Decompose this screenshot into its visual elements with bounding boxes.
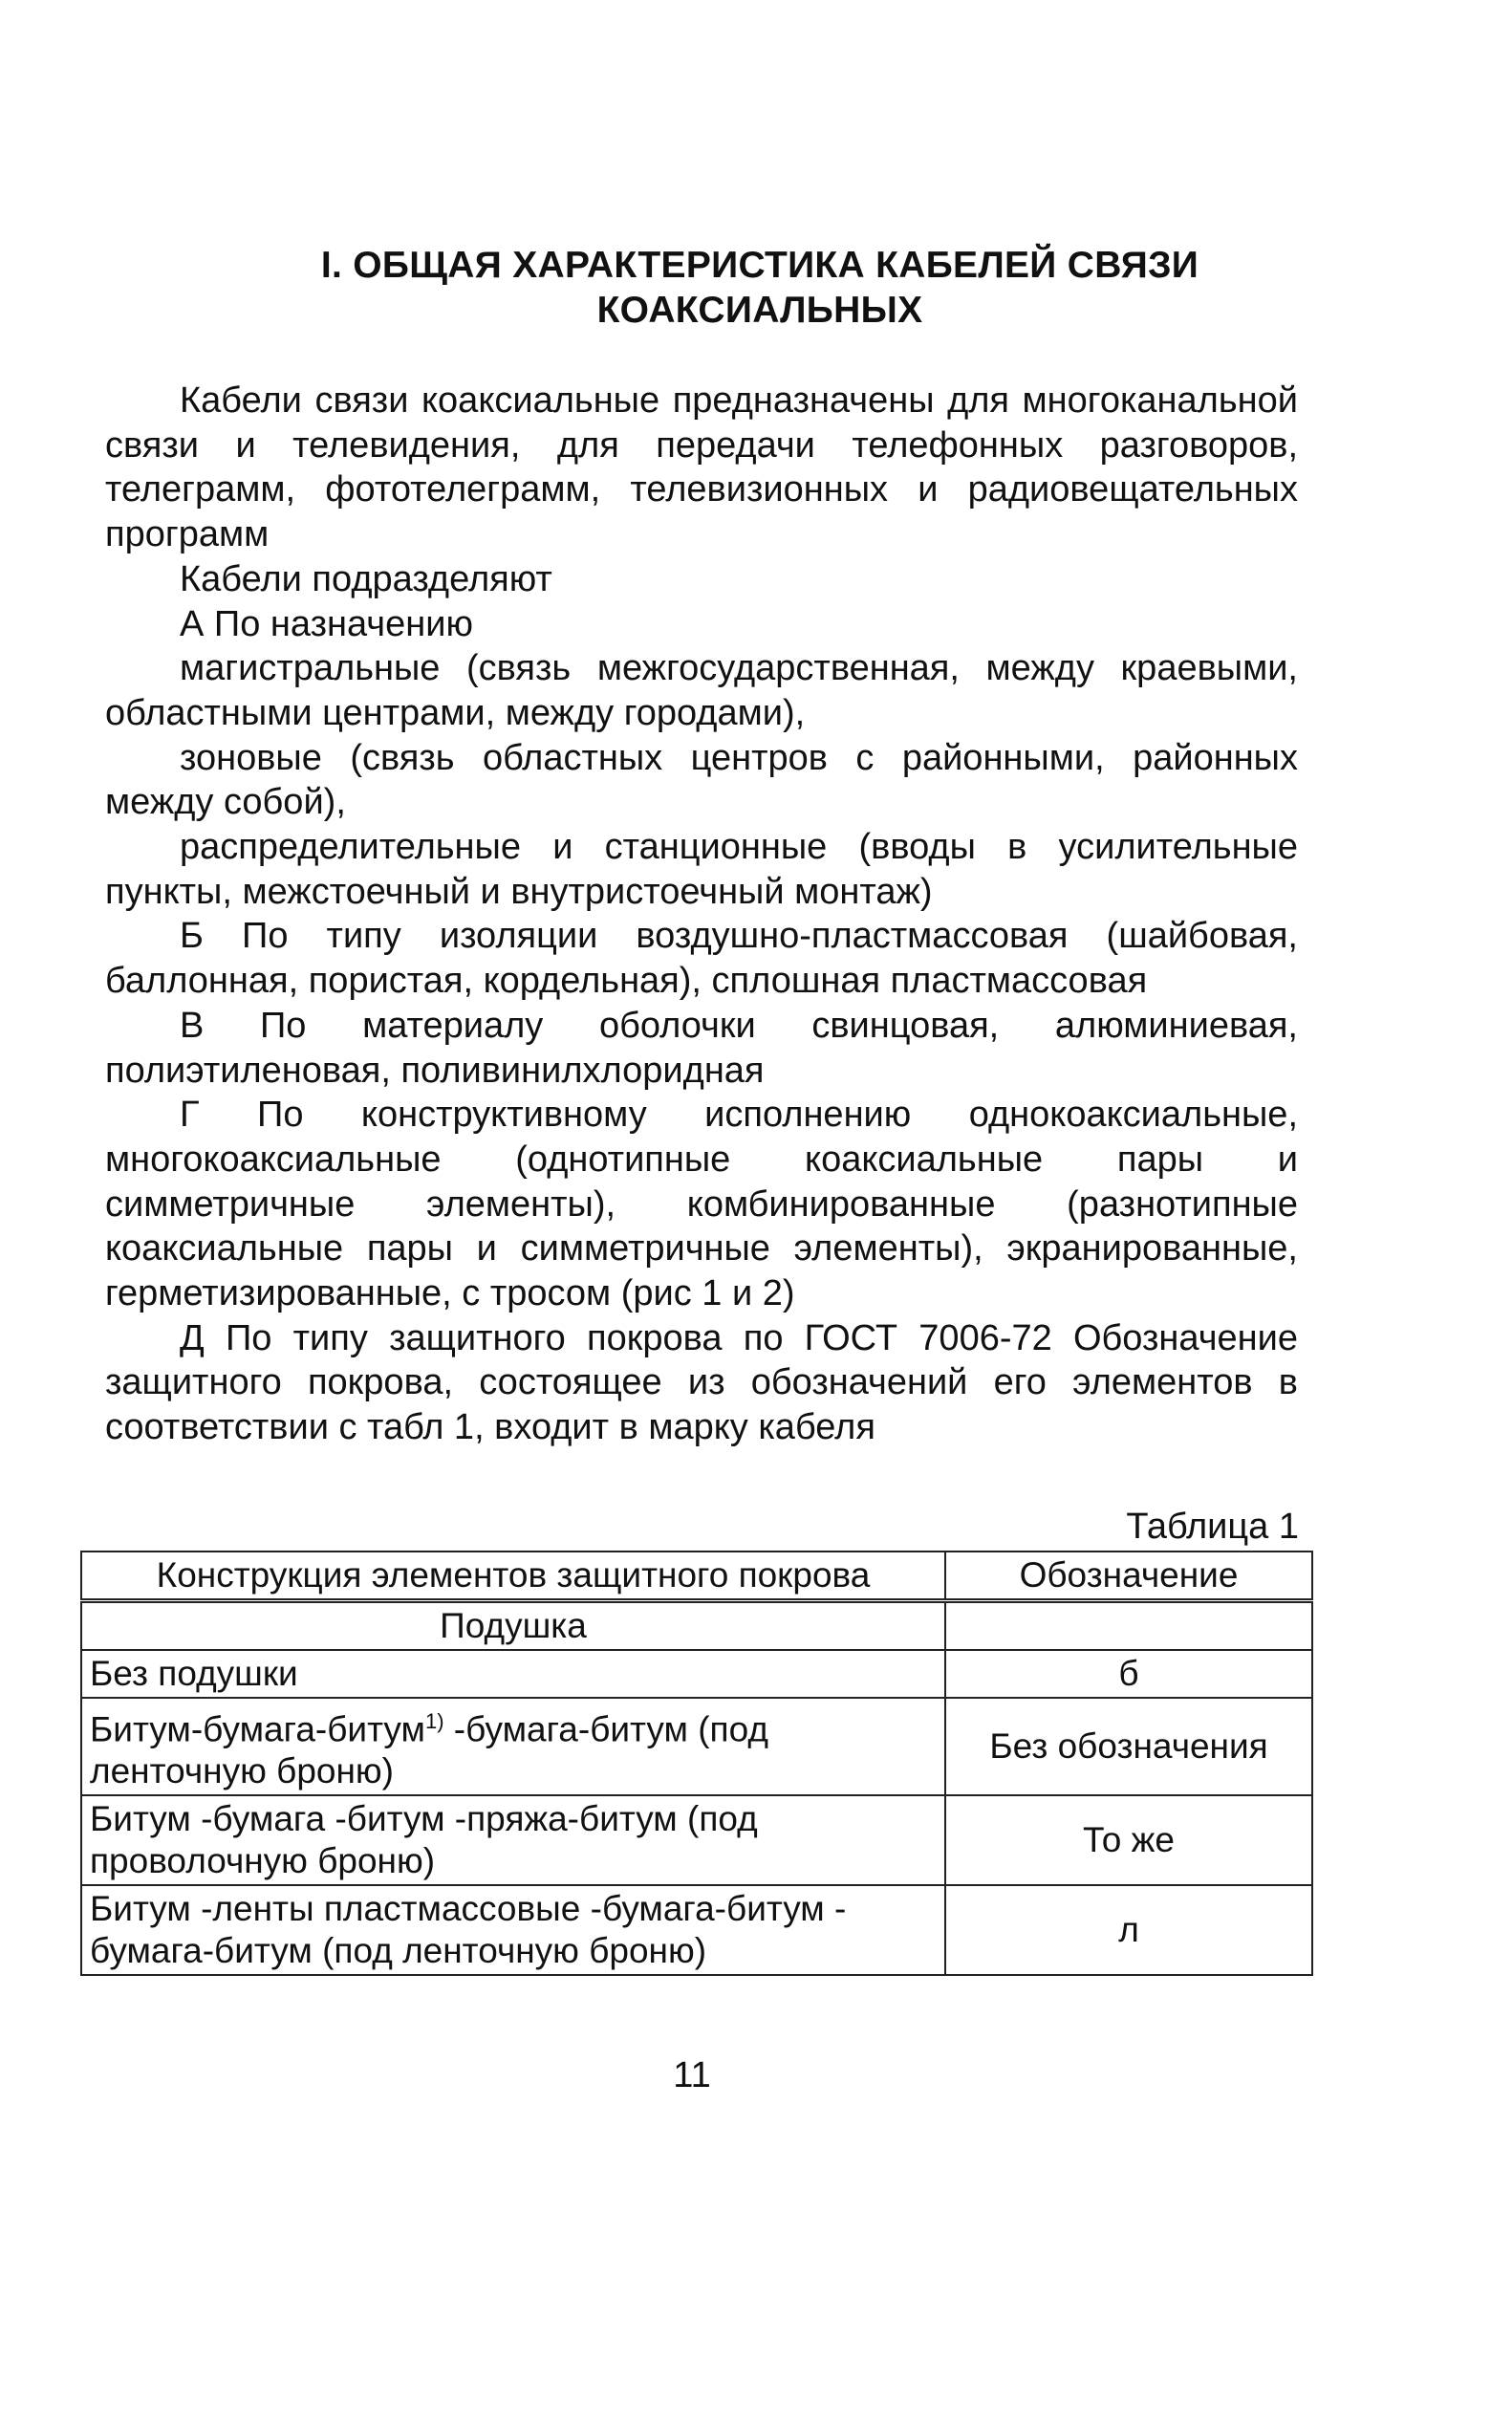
section-heading-line-2: КОАКСИАЛЬНЫХ bbox=[596, 290, 923, 331]
paragraph-classification: Кабели подразделяют bbox=[180, 558, 552, 599]
group-empty-cell bbox=[945, 1601, 1312, 1651]
designation-cell: л bbox=[945, 1885, 1312, 1975]
table-row bbox=[81, 1795, 1312, 1885]
construction-text: Битум-бумага-битум bbox=[90, 1709, 425, 1749]
table-row bbox=[81, 1650, 1312, 1698]
table-group-row bbox=[81, 1601, 1312, 1651]
construction-text-rest: -бумага-битум (под ленточную броню) bbox=[90, 1709, 768, 1791]
header-designation: Обозначение bbox=[945, 1552, 1312, 1601]
table-header-row bbox=[81, 1552, 1312, 1601]
page-number: 11 bbox=[673, 2055, 711, 2095]
paragraph-by-protective-cover: Д По типу защитного покрова по ГОСТ 7006-72 Обозначение защитного покрова, состоящее из обозначений его элементов в соответствии с табл 1, входит в марку кабеля bbox=[105, 1317, 1298, 1448]
footnote-marker: 1) bbox=[424, 1709, 444, 1733]
construction-cell: Битум -бумага -битум -пряжа-битум (под проволочную броню) bbox=[81, 1795, 945, 1885]
designation-cell: То же bbox=[945, 1795, 1312, 1885]
designation-cell: Без обозначения bbox=[945, 1698, 1312, 1795]
construction-cell: Без подушки bbox=[81, 1650, 945, 1698]
protective-cover-table bbox=[80, 1551, 1313, 1976]
paragraph-trunk: магистральные (связь межгосударственная, между краевыми, областными центрами, между городами), bbox=[105, 648, 1298, 733]
section-heading-line-1: I. ОБЩАЯ ХАРАКТЕРИСТИКА КАБЕЛЕЙ СВЯЗИ bbox=[320, 245, 1199, 286]
group-label-cushion: Подушка bbox=[81, 1601, 945, 1651]
header-construction: Конструкция элементов защитного покрова bbox=[81, 1552, 945, 1601]
table-caption: Таблица 1 bbox=[1126, 1507, 1299, 1547]
table-row bbox=[81, 1698, 1312, 1795]
paragraph-distribution: распределительные и станционные (вводы в усилительные пункты, межстоечный и внутристоечный монтаж) bbox=[105, 827, 1298, 912]
paragraph-by-insulation: Б По типу изоляции воздушно-пластмассовая (шайбовая, баллонная, пористая, кордельная), сплошная пластмассовая bbox=[105, 916, 1298, 1002]
paragraph-by-purpose: А По назначению bbox=[180, 603, 473, 644]
table-row bbox=[81, 1885, 1312, 1975]
paragraph-by-sheath: В По материалу оболочки свинцовая, алюминиевая, полиэтиленовая, поливинилхлоридная bbox=[105, 1005, 1298, 1091]
body-text bbox=[105, 379, 1298, 1450]
construction-cell bbox=[81, 1698, 945, 1795]
paragraph-intro: Кабели связи коаксиальные предназначены для многоканальной связи и телевидения, для передачи телефонных разговоров, телеграмм, фототелеграмм, телевизионных и радиовещательных программ bbox=[105, 380, 1298, 555]
construction-cell: Битум -ленты пластмассовые -бумага-битум - бумага-битум (под ленточную броню) bbox=[81, 1885, 945, 1975]
paragraph-by-design: Г По конструктивному исполнению однокоаксиальные, многокоаксиальные (однотипные коаксиальные пары и симметричные элементы), комбинированные (разнотипные коаксиальные пары и симметричные элементы), экранированные, герметизированные, с тросом (рис 1 и 2) bbox=[105, 1095, 1298, 1314]
designation-cell: б bbox=[945, 1650, 1312, 1698]
paragraph-zonal: зоновые (связь областных центров с районными, районных между собой), bbox=[105, 737, 1298, 823]
